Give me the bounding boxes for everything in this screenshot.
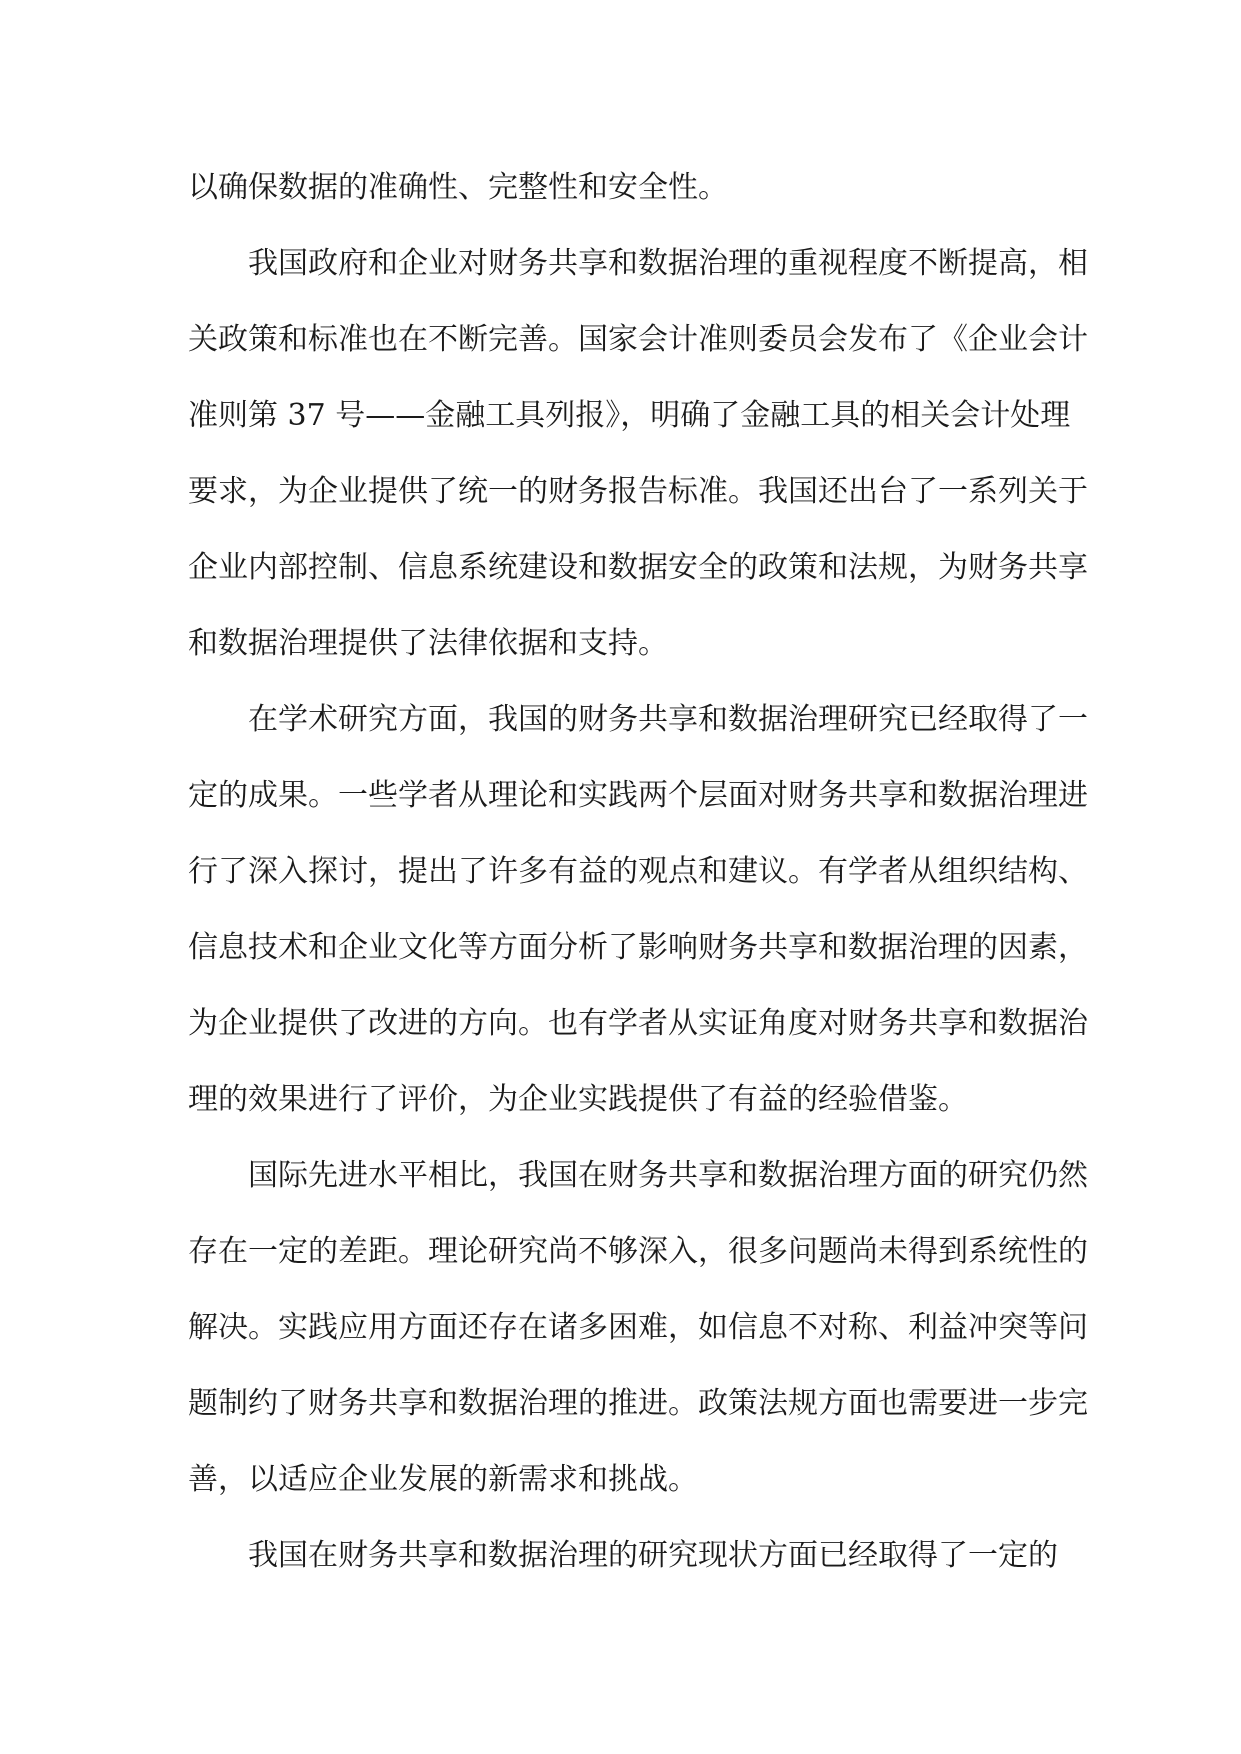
body-text <box>188 150 1088 1594</box>
text-line: 理的效果进行了评价，为企业实践提供了有益的经验借鉴。 <box>188 1082 968 1117</box>
text-line: 和数据治理提供了法律依据和支持。 <box>188 626 668 661</box>
text-line: 信息技术和企业文化等方面分析了影响财务共享和数据治理的因素， <box>188 930 1088 965</box>
text-line: 企业内部控制、信息系统建设和数据安全的政策和法规，为财务共享 <box>188 550 1088 585</box>
text-line: 要求，为企业提供了统一的财务报告标准。我国还出台了一系列关于 <box>188 474 1088 509</box>
text-line: 我国在财务共享和数据治理的研究现状方面已经取得了一定的 <box>248 1538 1058 1573</box>
text-line: 行了深入探讨，提出了许多有益的观点和建议。有学者从组织结构、 <box>188 854 1088 889</box>
text-line: 国际先进水平相比，我国在财务共享和数据治理方面的研究仍然 <box>248 1158 1088 1193</box>
text-line: 题制约了财务共享和数据治理的推进。政策法规方面也需要进一步完 <box>188 1386 1088 1421</box>
text-line: 准则第 37 号——金融工具列报》，明确了金融工具的相关会计处理 <box>188 398 1071 433</box>
paragraph-3 <box>188 682 1088 1138</box>
paragraph-2 <box>188 226 1088 682</box>
text-line: 善，以适应企业发展的新需求和挑战。 <box>188 1462 698 1497</box>
text-line: 关政策和标准也在不断完善。国家会计准则委员会发布了《企业会计 <box>188 322 1088 357</box>
paragraph-4 <box>188 1138 1088 1518</box>
text-line: 为企业提供了改进的方向。也有学者从实证角度对财务共享和数据治 <box>188 1006 1088 1041</box>
text-line: 以确保数据的准确性、完整性和安全性。 <box>188 170 728 205</box>
paragraph-1 <box>188 150 1068 226</box>
text-line: 解决。实践应用方面还存在诸多困难，如信息不对称、利益冲突等问 <box>188 1310 1088 1345</box>
text-line: 存在一定的差距。理论研究尚不够深入，很多问题尚未得到系统性的 <box>188 1234 1088 1269</box>
text-line: 定的成果。一些学者从理论和实践两个层面对财务共享和数据治理进 <box>188 778 1088 813</box>
text-line: 我国政府和企业对财务共享和数据治理的重视程度不断提高，相 <box>248 246 1088 281</box>
paragraph-5 <box>188 1518 1068 1594</box>
text-line: 在学术研究方面，我国的财务共享和数据治理研究已经取得了一 <box>248 702 1088 737</box>
